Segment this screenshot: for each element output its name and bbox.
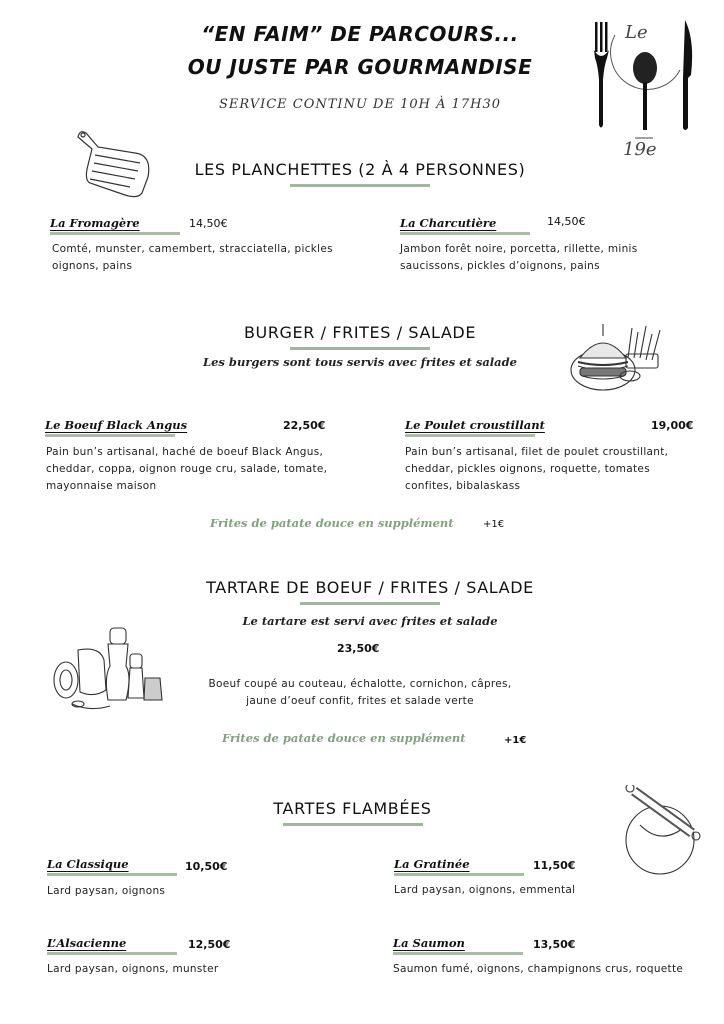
menu-title-line-1: “EN FAIM” DE PARCOURS... (201, 22, 519, 46)
logo-text-bottom: 19e (623, 139, 657, 160)
item-price-fromagere: 14,50€ (189, 217, 228, 230)
tartare-supplement-text: Frites de patate douce en supplément (222, 731, 466, 745)
item-name-la-saumon: La Saumon (393, 936, 465, 950)
service-hours: SERVICE CONTINU DE 10H À 17H30 (218, 97, 502, 112)
item-price-l-alsacienne: 12,50€ (188, 938, 231, 951)
burger-subtitle: Les burgers sont tous servis avec frites et salade (203, 355, 517, 369)
tartare-price: 23,50€ (337, 642, 380, 655)
item-price-poulet-croustillant: 19,00€ (651, 419, 694, 432)
item-name-poulet-croustillant: Le Poulet croustillant (405, 418, 545, 432)
section-title-burger: BURGER / FRITES / SALADE (180, 323, 540, 350)
item-desc-la-classique: Lard paysan, oignons (47, 885, 166, 897)
item-desc-la-saumon: Saumon fumé, oignons, champignons crus, roquette (393, 963, 684, 975)
item-name-la-classique: La Classique (47, 857, 129, 871)
cutting-board-icon (70, 125, 160, 200)
item-name-fromagere: La Fromagère (50, 216, 140, 230)
item-price-la-gratinee: 11,50€ (533, 859, 576, 872)
tartare-supplement-price: +1€ (504, 735, 527, 746)
tartare-desc: Boeuf coupé au couteau, échalotte, cornichon, câpres, jaune d’oeuf confit, frites et salade verte (208, 678, 512, 707)
restaurant-logo (585, 10, 705, 160)
section-title-planchettes: LES PLANCHETTES (2 À 4 PERSONNES) (150, 160, 570, 187)
item-desc-poulet-croustillant: Pain bun’s artisanal, filet de poulet croustillant, cheddar, pickles oignons, roquette, tomates confites, bibalaskass (405, 446, 669, 492)
item-price-la-saumon: 13,50€ (533, 938, 576, 951)
tartare-subtitle: Le tartare est servi avec frites et salade (242, 614, 498, 628)
burger-supplement-text: Frites de patate douce en supplément (210, 516, 454, 530)
item-desc-boeuf-black-angus: Pain bun’s artisanal, haché de boeuf Black Angus, cheddar, coppa, oignon rouge cru, salade, tomate, mayonnaise maison (46, 446, 328, 492)
item-price-boeuf-black-angus: 22,50€ (283, 419, 326, 432)
section-title-tartare: TARTARE DE BOEUF / FRITES / SALADE (150, 578, 590, 605)
condiments-icon (50, 620, 170, 715)
item-desc-fromagere: Comté, munster, camembert, stracciatella, pickles oignons, pains (52, 243, 333, 272)
burger-fries-icon (568, 318, 673, 396)
item-desc-la-gratinee: Lard paysan, oignons, emmental (394, 884, 576, 896)
rolling-pin-icon (620, 785, 705, 880)
item-name-charcutiere: La Charcutière (400, 216, 497, 230)
item-price-charcutiere: 14,50€ (547, 215, 586, 228)
item-desc-charcutiere: Jambon forêt noire, porcetta, rillette, minis saucissons, pickles d’oignons, pains (400, 243, 638, 272)
item-name-boeuf-black-angus: Le Boeuf Black Angus (45, 418, 188, 432)
item-name-la-gratinee: La Gratinée (394, 857, 470, 871)
burger-supplement-price: +1€ (483, 519, 505, 530)
logo-text-top: Le (625, 22, 648, 43)
menu-title-line-2: OU JUSTE PAR GOURMANDISE (187, 55, 533, 79)
item-price-la-classique: 10,50€ (185, 860, 228, 873)
section-title-tartes-flambees: TARTES FLAMBÉES (200, 799, 505, 826)
item-desc-l-alsacienne: Lard paysan, oignons, munster (47, 963, 219, 975)
item-name-l-alsacienne: L’Alsacienne (47, 936, 127, 950)
